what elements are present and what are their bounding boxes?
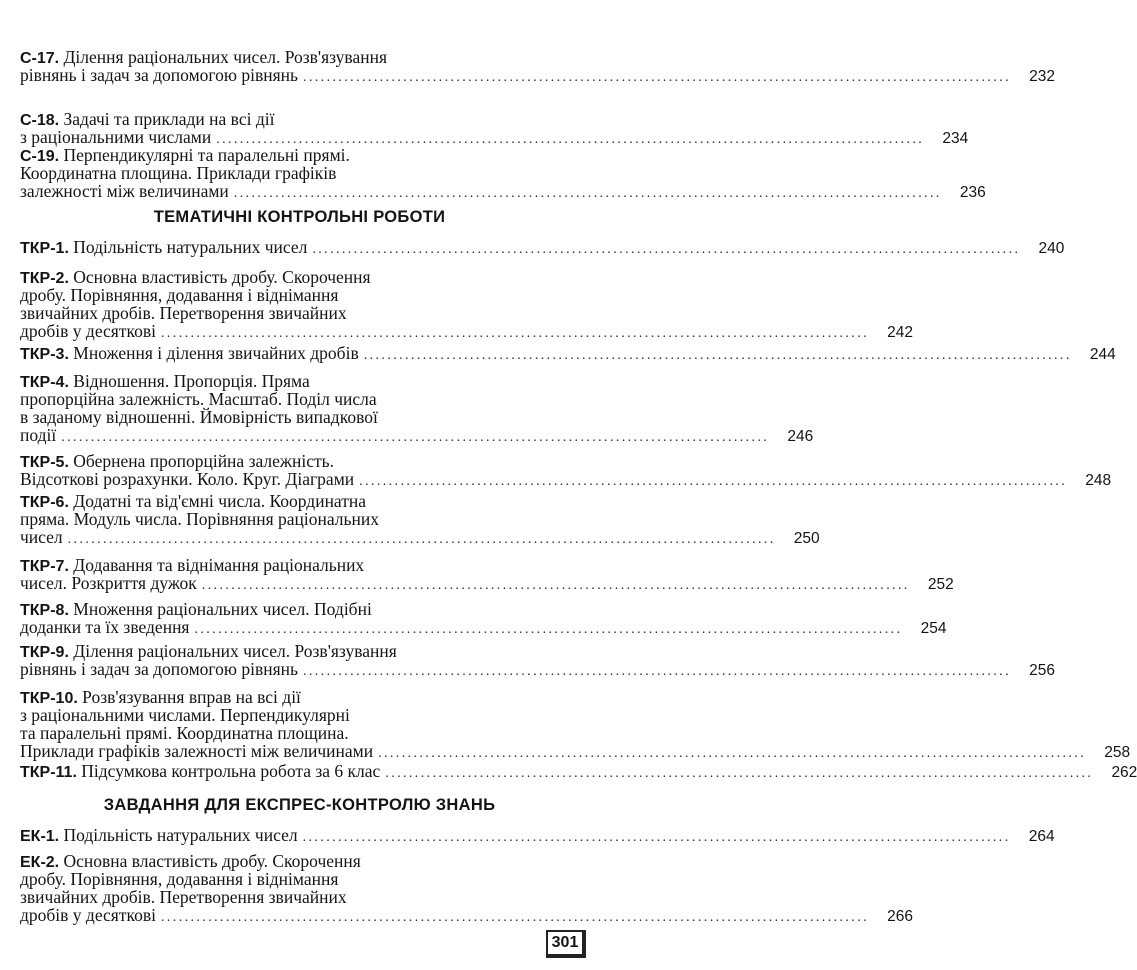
toc-entry-text [20, 344, 359, 364]
toc-entry-text [20, 528, 63, 546]
toc-entry-code: ТКР-1. [20, 240, 69, 257]
toc-entry[interactable] [20, 451, 1112, 489]
toc-entry-line [20, 761, 1137, 781]
toc-entry-line [20, 556, 580, 574]
toc-entry-text [20, 869, 338, 889]
toc-entry-text [20, 238, 307, 258]
toc-entry-text [20, 426, 56, 444]
toc-entry-text [20, 599, 372, 619]
toc-entry-text [20, 303, 347, 323]
toc-entry-text [20, 723, 349, 743]
leader-dots: ........................................................................................................................ [312, 242, 1021, 257]
toc-entry[interactable] [20, 237, 1065, 257]
toc-entry-text [20, 163, 336, 183]
toc-entry-code: С-17. [20, 50, 60, 67]
toc-entry-title: та паралельні прямі. Координатна площина. [20, 723, 349, 743]
leader-dots: ........................................................................................................................ [359, 474, 1068, 489]
toc-entry[interactable] [20, 491, 820, 547]
toc-entry[interactable] [20, 761, 1137, 781]
toc-page-number: 262 [1111, 764, 1137, 781]
toc-entry-line [20, 659, 1055, 679]
toc-entry-title: Перпендикулярні та паралельні прямі. [63, 145, 350, 165]
toc-entry-title: з раціональними числами. Перпендикулярні [20, 705, 350, 725]
leader-dots: ........................................................................................................................ [161, 326, 869, 341]
toc-page-number: 256 [1029, 662, 1055, 679]
toc-entry-line [20, 492, 580, 510]
toc-entry-line [20, 573, 954, 593]
toc-entry-text [20, 660, 298, 678]
leader-dots: ........................................................................................................................ [161, 910, 869, 925]
toc-entry-line [20, 237, 1065, 257]
toc-entry-line [20, 510, 580, 528]
toc-entry-title: чисел. Розкриття дужок [20, 573, 197, 593]
toc-entry-line [20, 372, 580, 390]
toc-entry-line [20, 469, 1112, 489]
toc-entry-line [20, 390, 580, 408]
toc-entry-text [20, 285, 338, 305]
toc-entry-title: звичайних дробів. Перетворення звичайних [20, 887, 347, 907]
toc-entry-code: ТКР-7. [20, 558, 69, 575]
toc-entry[interactable] [20, 145, 986, 201]
leader-dots: ........................................................................................................................ [61, 430, 770, 445]
toc-entry-code: ТКР-6. [20, 494, 69, 511]
toc-entry-line [20, 870, 580, 888]
toc-entry-line [20, 146, 580, 164]
toc-entry-title: дробу. Порівняння, додавання і віднімання [20, 285, 339, 305]
toc-page-number: 246 [787, 428, 814, 445]
toc-entry-line [20, 888, 580, 906]
toc-entry-title: Додавання та віднімання раціональних [73, 555, 365, 575]
toc-entry-title: Подільність натуральних чисел [63, 825, 298, 845]
toc-entry-title: Обернена пропорційна залежність. [73, 451, 334, 471]
leader-dots: ........................................................................................................................ [363, 348, 1072, 363]
leader-dots: ........................................................................................................................ [302, 70, 1011, 85]
toc-entry-code: ТКР-3. [20, 346, 69, 363]
toc-page-number: 236 [959, 184, 986, 201]
toc-entry-text [20, 267, 371, 287]
toc-entry-title: Множення і ділення звичайних дробів [73, 343, 359, 363]
toc-entry-line [20, 724, 580, 742]
toc-entry-code: С-18. [20, 112, 60, 129]
toc-entry[interactable] [20, 371, 814, 445]
leader-dots: ........................................................................................................................ [67, 532, 776, 547]
toc-entry-title: дробів у десяткові [20, 321, 156, 341]
toc-entry[interactable] [20, 267, 913, 341]
leader-dots: ........................................................................................................................ [302, 664, 1011, 679]
toc-entry-text [20, 47, 387, 67]
toc-entry-text [20, 491, 366, 511]
toc-entry-text [20, 322, 156, 340]
toc-entry-text [20, 66, 298, 84]
toc-entry-code: ТКР-5. [20, 454, 69, 471]
toc-entry-line [20, 825, 1055, 845]
toc-entry-line [20, 110, 580, 128]
toc-entry-code: ТКР-4. [20, 374, 69, 391]
leader-dots: ........................................................................................................................ [194, 622, 903, 637]
toc-entry-title: пряма. Модуль числа. Порівняння раціональних [20, 509, 379, 529]
page-number: 301 [546, 930, 586, 958]
toc-entry-title: Множення раціональних чисел. Подібні [73, 599, 372, 619]
toc-page-number: 258 [1104, 744, 1131, 761]
toc-entry-line [20, 286, 580, 304]
toc-entry-title: Підсумкова контрольна робота за 6 клас [81, 761, 381, 781]
toc-entry-text [20, 371, 310, 391]
toc-entry-line [20, 452, 580, 470]
toc-entry-text [20, 407, 378, 427]
toc-entry-title: Розв'язування вправ на всі дії [82, 687, 301, 707]
leader-dots: ........................................................................................................................ [378, 746, 1087, 761]
toc-entry-text [20, 826, 298, 846]
toc-entry-text [20, 182, 229, 200]
toc-entry-text [20, 574, 197, 592]
toc-entry-title: рівнянь і задач за допомогою рівнянь [20, 65, 298, 85]
toc-entry-text [20, 641, 397, 661]
toc-entry-line [20, 48, 580, 66]
toc-entry-title: в заданому відношенні. Ймовірність випадкової [20, 407, 378, 427]
toc-entry-title: Відсоткові розрахунки. Коло. Круг. Діаграми [20, 469, 355, 489]
toc-entry-title: події [20, 425, 57, 445]
toc-entry-line [20, 617, 947, 637]
toc-entry-code: ЕК-1. [20, 828, 60, 845]
toc-entry[interactable] [20, 47, 1055, 85]
toc-page-number: 254 [920, 620, 947, 637]
toc-entry-text [20, 906, 156, 924]
toc-entry-line [20, 741, 1131, 761]
toc-entry-line [20, 706, 580, 724]
toc-entry-line [20, 642, 580, 660]
toc-entry-line [20, 600, 580, 618]
toc-entry-title: дробу. Порівняння, додавання і віднімання [20, 869, 339, 889]
toc-entry-title: чисел [20, 527, 63, 547]
toc-entry-line [20, 425, 814, 445]
toc-entry-text [20, 128, 211, 146]
toc-entry-text [20, 451, 334, 471]
toc-entry-line [20, 164, 580, 182]
toc-entry[interactable] [20, 343, 1116, 363]
toc-entry[interactable] [20, 641, 1055, 679]
toc-entry-code: ТКР-11. [20, 764, 77, 781]
toc-entry-line [20, 65, 1055, 85]
toc-entry-text [20, 687, 301, 707]
toc-entry-title: Координатна площина. Приклади графіків [20, 163, 337, 183]
toc-page-number: 240 [1038, 240, 1065, 257]
toc-page-number: 234 [942, 130, 969, 147]
toc-page-number: 232 [1029, 68, 1055, 85]
toc-entry-text [20, 109, 274, 129]
toc-entry-title: звичайних дробів. Перетворення звичайних [20, 303, 347, 323]
toc-entry[interactable] [20, 109, 969, 147]
toc-entry-code: ТКР-2. [20, 270, 69, 287]
leader-dots: ........................................................................................................................ [201, 578, 910, 593]
toc-page-number: 244 [1089, 346, 1116, 363]
toc-entry-title: доданки та їх зведення [20, 617, 190, 637]
toc-entry-text [20, 742, 373, 760]
toc-entry-line [20, 268, 580, 286]
leader-dots: ........................................................................................................................ [233, 186, 942, 201]
toc-entry-title: Основна властивість дробу. Скорочення [63, 851, 361, 871]
toc-entry[interactable] [20, 555, 954, 593]
toc-entry-text [20, 145, 350, 165]
leader-dots: ........................................................................................................................ [385, 766, 1094, 781]
toc-entry-code: С-19. [20, 148, 60, 165]
toc-entry-title: залежності між величинами [20, 181, 229, 201]
toc-entry-text [20, 851, 361, 871]
toc-page-number: 264 [1028, 828, 1055, 845]
toc-entry-title: Основна властивість дробу. Скорочення [73, 267, 371, 287]
toc-entry[interactable] [20, 851, 913, 925]
leader-dots: ........................................................................................................................ [302, 830, 1011, 845]
toc-page-number: 266 [887, 908, 913, 925]
toc-entry-line [20, 181, 986, 201]
toc-entry-line [20, 304, 580, 322]
toc-entry-title: Додатні та від'ємні числа. Координатна [73, 491, 367, 511]
toc-entry-title: Ділення раціональних чисел. Розв'язування [73, 641, 397, 661]
toc-page-number: 252 [927, 576, 954, 593]
toc-entry-title: дробів у десяткові [20, 905, 156, 925]
toc-entry-title: з раціональними числами [20, 127, 212, 147]
toc-entry-code: ЕК-2. [20, 854, 60, 871]
toc-entry-title: рівнянь і задач за допомогою рівнянь [20, 659, 298, 679]
section-heading: ЗАВДАННЯ ДЛЯ ЕКСПРЕС-КОНТРОЛЮ ЗНАНЬ [103, 796, 496, 814]
toc-entry-title: Задачі та приклади на всі дії [63, 109, 275, 129]
toc-entry-text [20, 470, 354, 488]
toc-entry-code: ТКР-9. [20, 644, 69, 661]
toc-entry-title: Приклади графіків залежності між величинами [20, 741, 374, 761]
toc-page-number: 250 [793, 530, 820, 547]
toc-entry-line [20, 127, 969, 147]
toc-entry-text [20, 887, 347, 907]
toc-entry-line [20, 408, 580, 426]
toc-entry-text [20, 705, 350, 725]
toc-entry-text [20, 389, 377, 409]
toc-page-number: 248 [1085, 472, 1112, 489]
toc-entry-code: ТКР-10. [20, 690, 78, 707]
toc-entry[interactable] [20, 599, 947, 637]
toc-entry-text [20, 762, 380, 782]
toc-entry-title: Ділення раціональних чисел. Розв'язування [63, 47, 388, 67]
toc-entry-code: ТКР-8. [20, 602, 69, 619]
toc-entry[interactable] [20, 825, 1055, 845]
toc-entry[interactable] [20, 687, 1131, 761]
toc-entry-line [20, 343, 1116, 363]
toc-entry-text [20, 555, 364, 575]
toc-entry-line [20, 852, 580, 870]
toc-entry-line [20, 688, 580, 706]
toc-entry-title: Подільність натуральних чисел [73, 237, 308, 257]
toc-entry-title: пропорційна залежність. Масштаб. Поділ числа [20, 389, 377, 409]
toc-entry-line [20, 527, 820, 547]
toc-page-number: 242 [887, 324, 913, 341]
section-heading: ТЕМАТИЧНІ КОНТРОЛЬНІ РОБОТИ [153, 208, 446, 226]
toc-entry-text [20, 509, 379, 529]
toc-entry-line [20, 321, 913, 341]
leader-dots: ........................................................................................................................ [216, 132, 925, 147]
toc-entry-title: Відношення. Пропорція. Пряма [73, 371, 310, 391]
toc-entry-line [20, 905, 913, 925]
toc-entry-text [20, 618, 189, 636]
